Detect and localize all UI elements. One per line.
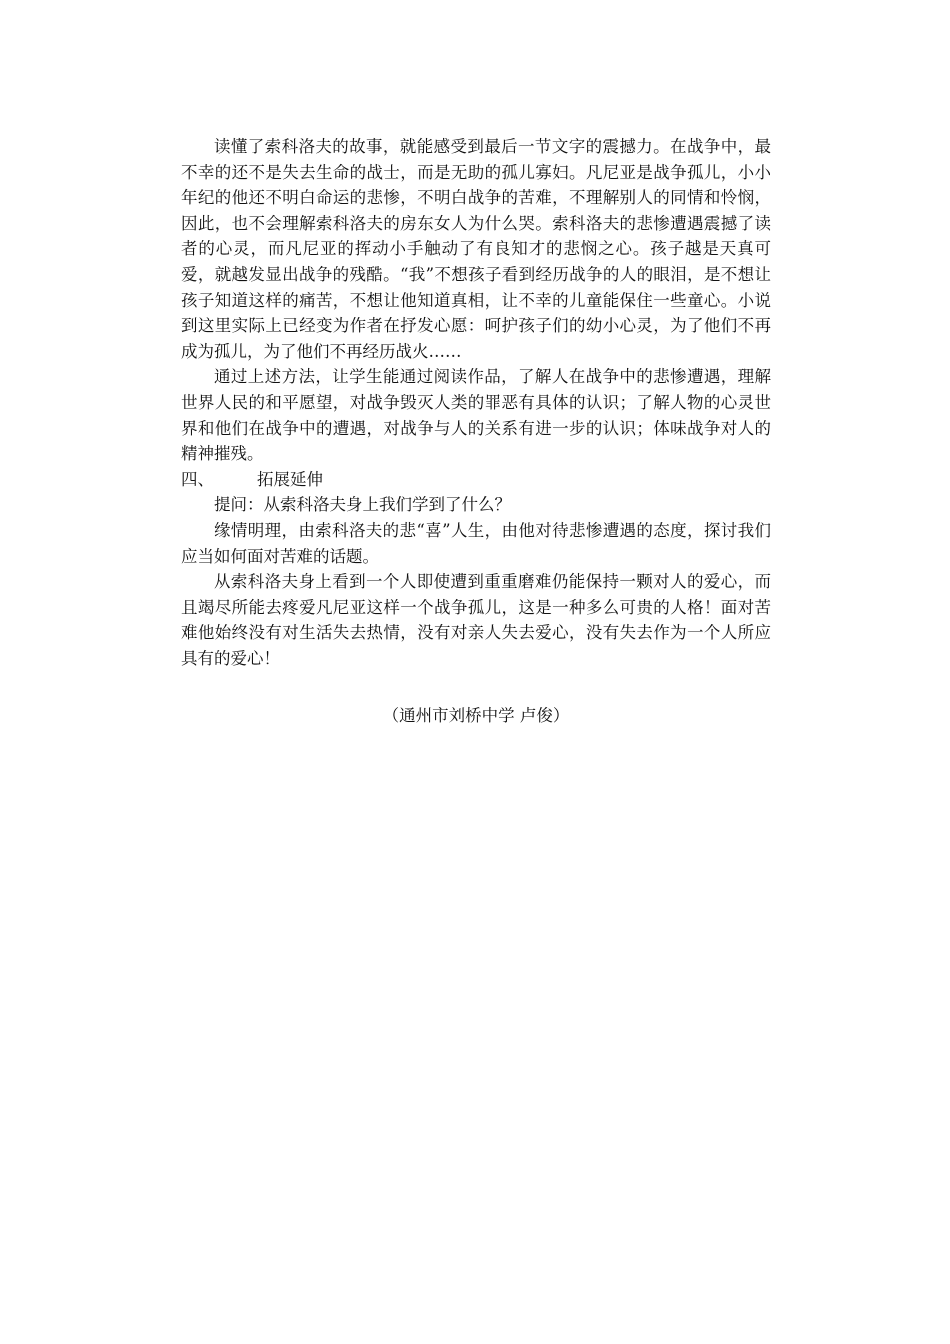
body-paragraph: 从索科洛夫身上看到一个人即使遭到重重磨难仍能保持一颗对人的爱心，而且竭尽所能去疼爱凡尼亚这样一个战争孤儿，这是一种多么可贵的人格！面对苦难他始终没有对生活失去热情，没有对亲人失去爱心，没有失去作为一个人所应具有的爱心！ bbox=[181, 572, 771, 668]
section-number: 四、 bbox=[181, 469, 214, 489]
body-paragraph: 读懂了索科洛夫的故事，就能感受到最后一节文字的震撼力。在战争中，最不幸的还不是失去生命的战士，而是无助的孤儿寡妇。凡尼亚是战争孤儿，小小年纪的他还不明白命运的悲惨，不明白战争的苦难，不理解别人的同情和怜悯，因此，也不会理解索科洛夫的房东女人为什么哭。索科洛夫的悲惨遭遇震撼了读者的心灵，而凡尼亚的挥动小手触动了有良知才的悲悯之心。孩子越是天真可爱，就越发显出战争的残酷。“我”不想孩子看到经历战争的人的眼泪，是不想让孩子知道这样的痛苦，不想让他知道真相，让不幸的儿童能保住一些童心。小说到这里实际上已经变为作者在抒发心愿：呵护孩子们的幼小心灵，为了他们不再成为孤儿，为了他们不再经历战火…… bbox=[181, 137, 771, 361]
author-signature: （通州市刘桥中学 卢俊） bbox=[382, 706, 570, 726]
body-paragraph: 缘情明理，由索科洛夫的悲“喜”人生，由他对待悲惨遭遇的态度，探讨我们应当如何面对苦难的话题。 bbox=[181, 520, 771, 566]
document-page bbox=[181, 134, 771, 729]
body-paragraph: 提问：从索科洛夫身上我们学到了什么？ bbox=[214, 495, 511, 515]
section-heading bbox=[181, 467, 771, 493]
section-title: 拓展延伸 bbox=[257, 469, 323, 489]
body-paragraph: 通过上述方法，让学生能通过阅读作品，了解人在战争中的悲惨遭遇，理解世界人民的和平愿望，对战争毁灭人类的罪恶有具体的认识；了解人物的心灵世界和他们在战争中的遭遇，对战争与人的关系有进一步的认识；体味战争对人的精神摧残。 bbox=[181, 367, 771, 464]
